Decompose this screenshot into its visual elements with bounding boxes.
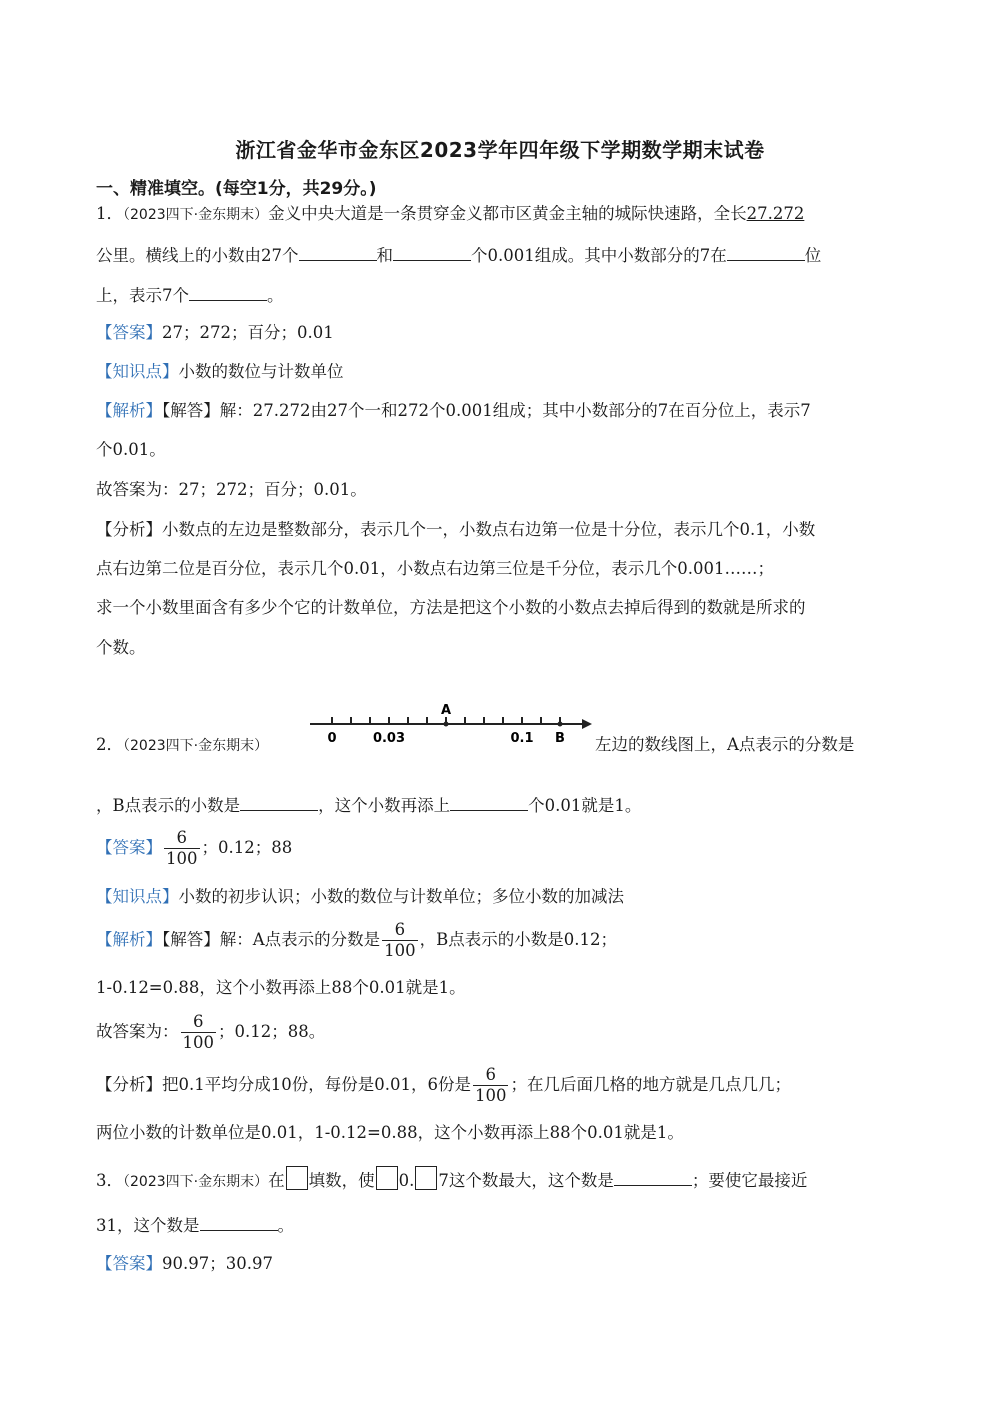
- label-0-03: 0.03: [372, 731, 406, 746]
- q1-fenxi-2: 点右边第二位是百分位，表示几个0.01，小数点右边第三位是千分位，表示几个0.001……；: [96, 559, 774, 578]
- q1-source: （2023四下·金东期末）: [123, 207, 269, 223]
- q3-number: 3．: [96, 1171, 123, 1190]
- q1-final: 故答案为：27；272；百分；0.01。: [96, 480, 367, 499]
- q1-analysis-text-1: 【解答】解：27.272由27个一和272个0.001组成；其中小数部分的7在百分位上，表示7: [162, 401, 811, 420]
- answer-tag: 【答案】: [96, 323, 162, 342]
- point-a: [444, 722, 449, 727]
- q1-blank-4[interactable]: [189, 282, 267, 301]
- label-0: 0: [327, 731, 337, 746]
- q1-analysis-2: 个0.01。: [96, 440, 166, 459]
- q2-analysis-fraction: $\frac{6}{100}$: [384, 920, 416, 960]
- q2-fenxi-fraction: $\frac{6}{100}$: [474, 1065, 507, 1105]
- q3-blank-1[interactable]: [614, 1167, 692, 1186]
- q3-box-1[interactable]: [286, 1166, 308, 1190]
- q1-line3-a: 上，表示7个: [96, 286, 189, 305]
- q2-answer-fraction: $\frac{6}{100}$: [166, 828, 198, 868]
- q1-answer: [96, 321, 334, 345]
- q2-fenxi-1: 【分析】把0.1平均分成10份，每份是0.01，6份是 $\frac{6}{100}$ ；在几后面几格的地方就是几点几几；: [96, 1065, 791, 1105]
- q2-answer-rest: ；0.12；88: [201, 838, 293, 857]
- q1-text-a: 金义中央大道是一条贯穿金义都市区黄金主轴的城际快速路，全长: [268, 204, 747, 223]
- q1-number: 1．: [96, 204, 123, 223]
- q2-blank-2[interactable]: [240, 792, 318, 811]
- point-b: [558, 722, 563, 727]
- answer-tag: 【答案】: [96, 1254, 162, 1273]
- q2-line2-b: ，这个小数再添上: [318, 796, 451, 815]
- analysis-tag: 【解析】: [96, 930, 162, 949]
- q3-answer-text: 90.97；30.97: [162, 1254, 273, 1273]
- q1-line2-c: 个0.001组成。其中小数部分的7在: [471, 246, 727, 265]
- q1-line2-b: 和: [376, 246, 393, 265]
- q2-analysis-2: 1-0.12=0.88，这个小数再添上88个0.01就是1。: [96, 978, 466, 997]
- knowledge-tag: 【知识点】: [96, 887, 179, 906]
- q1-line2-a: 公里。横线上的小数由27个: [96, 246, 299, 265]
- page-title: 浙江省金华市金东区2023学年四年级下学期数学期末试卷: [235, 138, 765, 162]
- number-line-svg: [306, 702, 596, 752]
- q3-blank-2[interactable]: [200, 1212, 278, 1231]
- q2-line2: [96, 792, 641, 818]
- q1-knowledge: [96, 360, 344, 384]
- q1-underlined-value: 27.272: [746, 204, 805, 223]
- q3-line2: 31，这个数是 。: [96, 1212, 294, 1238]
- q3-source: （2023四下·金东期末）: [123, 1174, 269, 1190]
- q2-source: （2023四下·金东期末）: [123, 738, 269, 754]
- q2-knowledge: [96, 885, 624, 909]
- q2-number: 2．: [96, 735, 123, 754]
- q1-fenxi-1: 【分析】小数点的左边是整数部分，表示几个一，小数点右边第一位是十分位，表示几个0.1，小数: [96, 520, 816, 539]
- q1-analysis-1: [96, 399, 811, 423]
- q2-fenxi-2: 两位小数的计数单位是0.01，1-0.12=0.88，这个小数再添上88个0.01就是1。: [96, 1123, 684, 1142]
- q2-knowledge-text: 小数的初步认识；小数的数位与计数单位；多位小数的加减法: [178, 887, 624, 906]
- answer-tag: 【答案】: [96, 838, 162, 857]
- q1-blank-3[interactable]: [727, 242, 805, 261]
- q1-blank-2[interactable]: [393, 242, 471, 261]
- q2-line2-c: 个0.01就是1。: [528, 796, 642, 815]
- q1-line3: [96, 282, 284, 308]
- q2-final: 故答案为： $\frac{6}{100}$ ；0.12；88。: [96, 1012, 326, 1052]
- analysis-tag: 【解析】: [96, 401, 162, 420]
- section-heading: 一、精准填空。(每空1分，共29分。): [96, 179, 377, 199]
- q2-answer: [96, 826, 292, 870]
- q1-fenxi-3: 求一个小数里面含有多少个它的计数单位，方法是把这个小数的小数点去掉后得到的数就是所求的: [96, 598, 806, 617]
- knowledge-tag: 【知识点】: [96, 362, 179, 381]
- q2-text-a: 左边的数线图上，A点表示的分数是: [595, 735, 855, 754]
- q1-line2-d: 位: [804, 246, 822, 265]
- q1-line1: [96, 202, 804, 227]
- q2-blank-3[interactable]: [450, 792, 528, 811]
- q3-box-3[interactable]: [415, 1166, 437, 1190]
- q1-line2: [96, 242, 821, 268]
- label-0-1: 0.1: [510, 731, 534, 746]
- q3-answer: [96, 1252, 273, 1276]
- q1-answer-text: 27；272；百分；0.01: [162, 323, 334, 342]
- q2-line2-a: ，B点表示的小数是: [96, 796, 241, 815]
- number-line-figure: [306, 702, 596, 756]
- q3-line1: 3．（2023四下·金东期末）在 填数，使 0. 7这个数最大，这个数是 ；要使它最接近: [96, 1166, 807, 1194]
- q2-line1-left: [96, 733, 268, 758]
- q2-final-fraction: $\frac{6}{100}$: [182, 1012, 214, 1052]
- q1-blank-1[interactable]: [299, 242, 377, 261]
- q1-knowledge-text: 小数的数位与计数单位: [178, 362, 344, 381]
- q1-fenxi-4: 个数。: [96, 638, 146, 657]
- label-b: B: [555, 731, 565, 746]
- q2-analysis-1: 【解析】【解答】解：A点表示的分数是 $\frac{6}{100}$ ，B点表示的小数是0.12；: [96, 920, 618, 960]
- number-line-arrow-icon: [582, 719, 592, 729]
- q3-box-2[interactable]: [376, 1166, 398, 1190]
- q1-line3-b: 。: [267, 286, 284, 305]
- label-a: A: [440, 703, 452, 718]
